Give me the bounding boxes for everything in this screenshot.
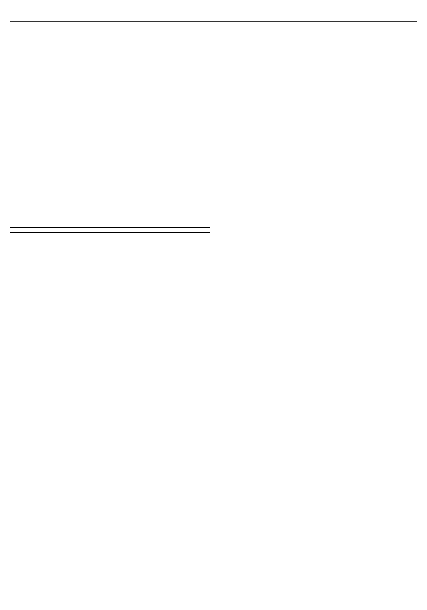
right-column	[219, 25, 417, 29]
header-rule	[10, 21, 417, 22]
gene-mutation-table	[10, 227, 210, 233]
table-header	[110, 228, 160, 233]
running-header	[10, 7, 417, 19]
table-header	[60, 228, 110, 233]
table-header	[10, 228, 60, 233]
mutation-heatmap-figure	[10, 382, 417, 580]
table-header	[160, 228, 210, 233]
